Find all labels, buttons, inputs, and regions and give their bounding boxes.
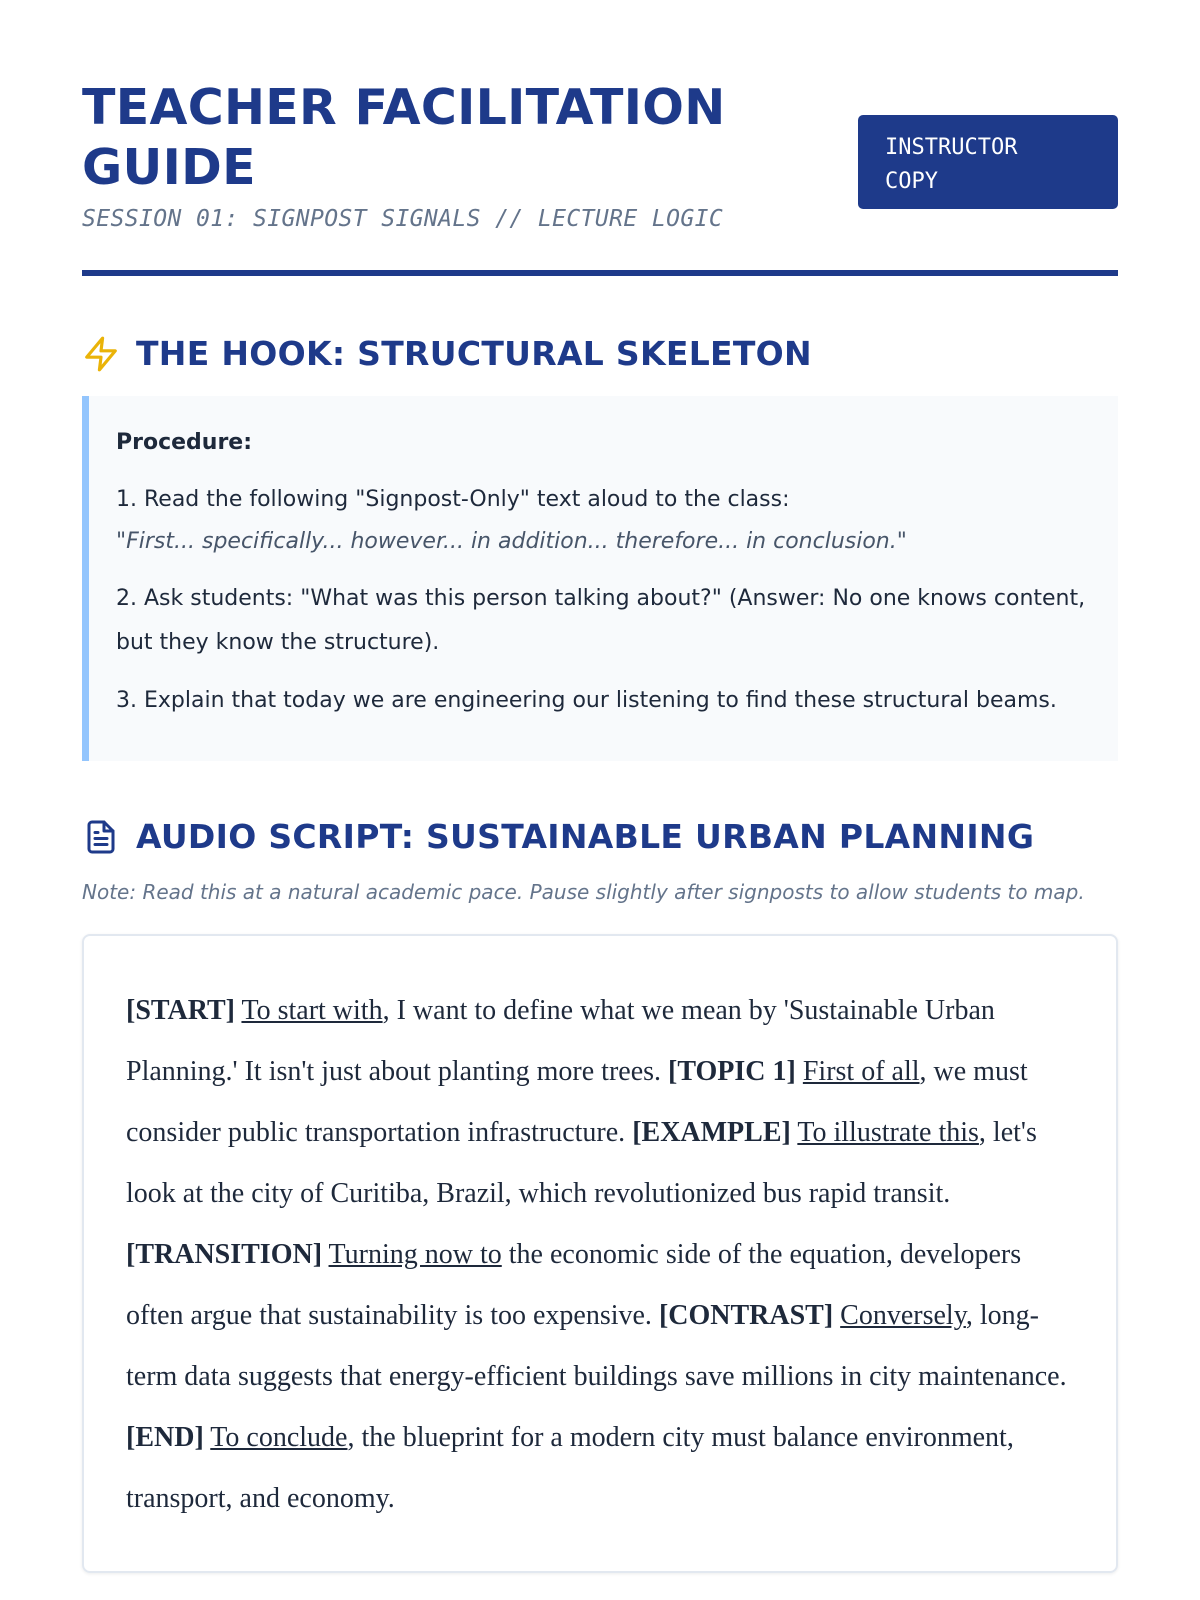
script-tag: [START] (126, 995, 235, 1026)
script-segment-text: , I want to define what we mean by 'Sustainable Urban Planning.' It isn't just about planting more trees. (126, 995, 995, 1087)
script-signpost: First of all (802, 1056, 920, 1087)
script-segment-text: , long-term data suggests that energy-efficient buildings save millions in city maintenance. (126, 1300, 1067, 1392)
page-title (82, 78, 762, 198)
badge-line1: INSTRUCTOR (885, 135, 1018, 160)
script-signpost: To start with (241, 995, 383, 1026)
script-signpost: Turning now to (328, 1239, 502, 1270)
audio-script-box (82, 934, 1118, 1573)
script-tag: [TOPIC 1] (668, 1056, 796, 1087)
script-segment-text: , we must consider public transportation infrastructure. (126, 1056, 1028, 1148)
hook-section-heading (82, 334, 1118, 373)
script-signpost: To conclude (210, 1422, 348, 1453)
page-title-line2: GUIDE (82, 139, 256, 196)
script-signpost: Conversely (840, 1300, 966, 1331)
procedure-step-2: 2. Ask students: "What was this person talking about?" (Answer: No one knows content, but they know the structure). (116, 586, 1086, 655)
script-segment-text: the economic side of the equation, developers often argue that sustainability is too expensive. (126, 1239, 1022, 1331)
badge-line2: COPY (885, 169, 938, 194)
script-note: Note: Read this at a natural academic pace. Pause slightly after signposts to allow students to map. (82, 880, 1085, 904)
lightning-icon (82, 335, 120, 373)
script-section-heading (82, 817, 1118, 856)
page-subtitle: SESSION 01: SIGNPOST SIGNALS // LECTURE LOGIC (82, 206, 724, 232)
hook-heading-text: THE HOOK: STRUCTURAL SKELETON (136, 334, 812, 373)
procedure-title: Procedure: (116, 430, 253, 455)
script-heading-text: AUDIO SCRIPT: SUSTAINABLE URBAN PLANNING (136, 817, 1035, 856)
procedure-step-1-text: 1. Read the following "Signpost-Only" text aloud to the class: (116, 487, 790, 512)
script-tag: [CONTRAST] (658, 1300, 834, 1331)
script-segment-text: , the blueprint for a modern city must balance environment, transport, and economy. (126, 1422, 1014, 1514)
document-icon (82, 818, 120, 856)
procedure-step-1 (116, 479, 1093, 563)
instructor-copy-badge (858, 115, 1118, 209)
script-tag: [TRANSITION] (126, 1239, 323, 1270)
script-segment-text: , let's look at the city of Curitiba, Brazil, which revolutionized bus rapid transit. (126, 1117, 1037, 1209)
procedure-step-3: 3. Explain that today we are engineering our listening to find these structural beams. (116, 688, 1057, 713)
page-title-line1: TEACHER FACILITATION (82, 79, 726, 136)
script-tag: [EXAMPLE] (632, 1117, 791, 1148)
header (82, 0, 1118, 276)
script-tag: [END] (126, 1422, 204, 1453)
audio-script-text (126, 980, 1074, 1529)
procedure-box (82, 396, 1118, 761)
procedure-step-1-quote: "First... specifically... however... in addition... therefore... in conclusion." (116, 529, 907, 554)
script-signpost: To illustrate this (797, 1117, 979, 1148)
